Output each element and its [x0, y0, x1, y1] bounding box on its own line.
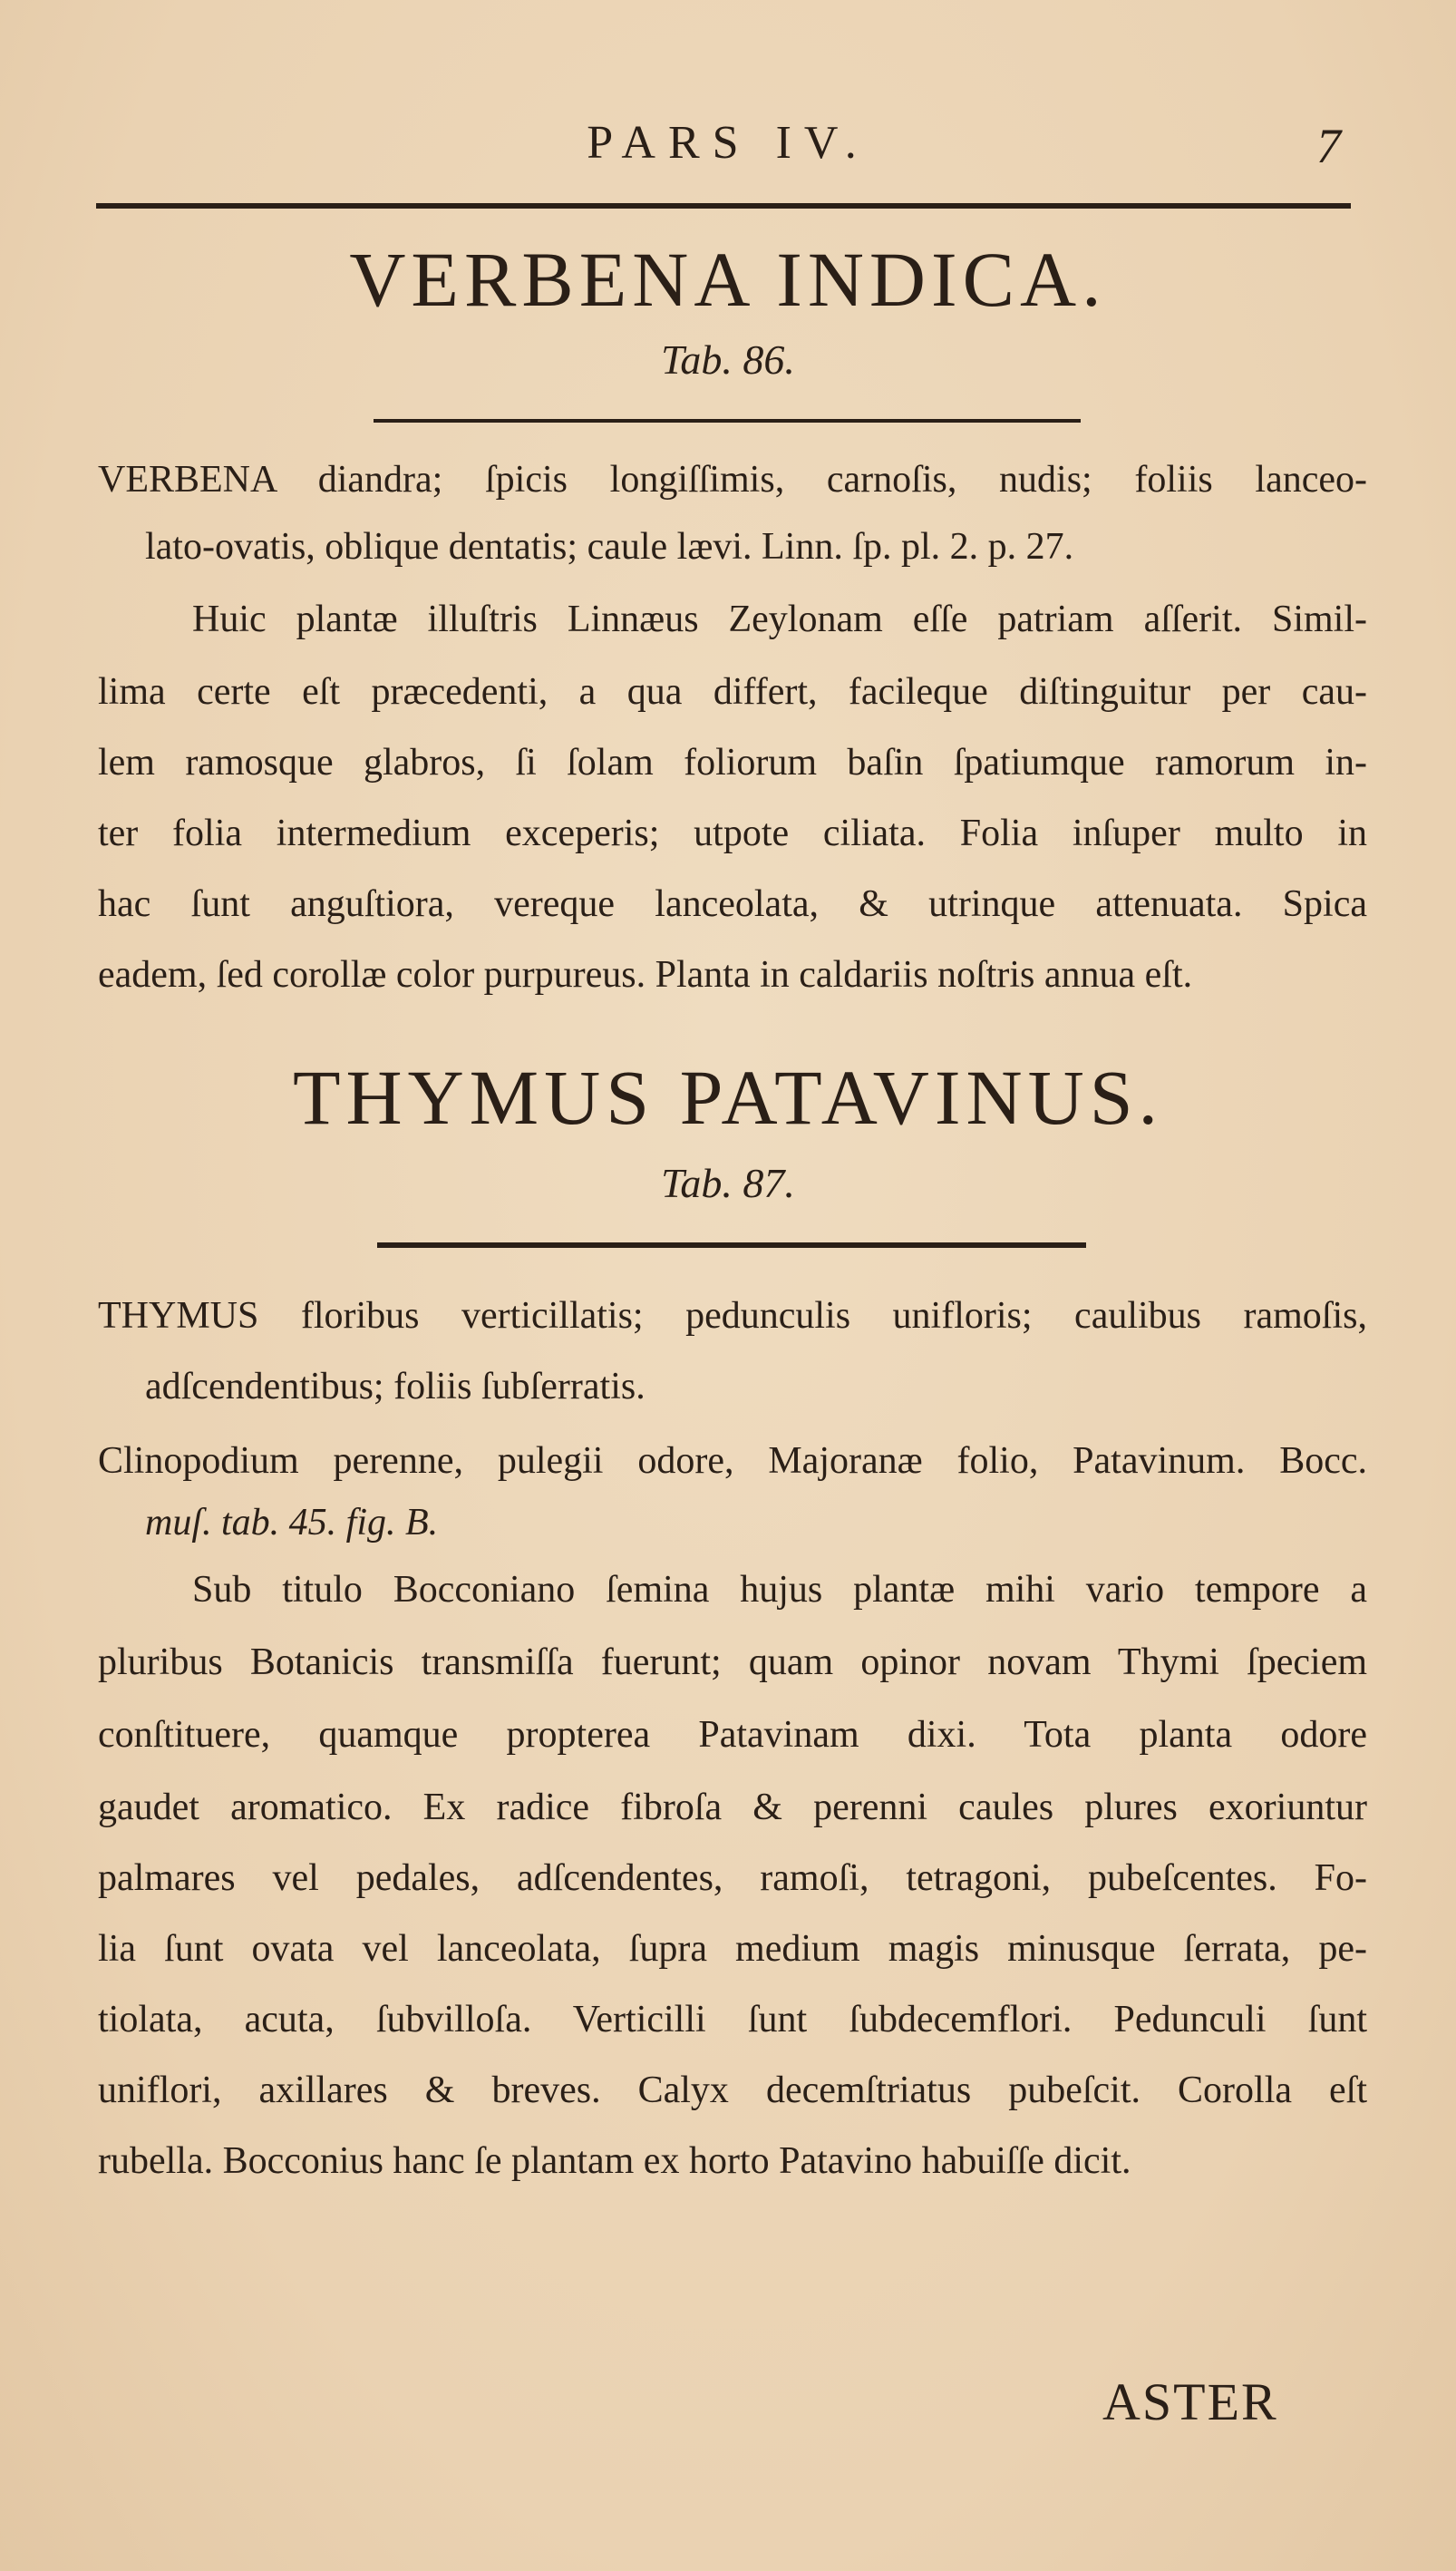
page-number: 7	[1316, 119, 1341, 173]
plate-reference-86: Tab. 86.	[661, 336, 795, 383]
catchword: ASTER	[1102, 2372, 1278, 2431]
text-line: ter folia intermedium exceperis; utpote ciliata. Folia inſuper multo in	[98, 813, 1367, 854]
section-rule	[377, 1242, 1086, 1248]
text-line: pluribus Botanicis transmiſſa fuerunt; quam opinor novam Thymi ſpeciem	[98, 1641, 1367, 1683]
text-line: rubella. Bocconius hanc ſe plantam ex horto Patavino habuiſſe dicit.	[98, 2140, 1131, 2182]
text-line: lia ſunt ovata vel lanceolata, ſupra medium magis minusque ſerrata, pe-	[98, 1928, 1367, 1970]
text-line: Sub titulo Bocconiano ſemina hujus plantæ mihi vario tempore a	[192, 1569, 1367, 1611]
text-line: THYMUS floribus verticillatis; pedunculis unifloris; caulibus ramoſis,	[98, 1295, 1367, 1337]
text-line: conſtituere, quamque propterea Patavinam dixi. Tota planta odore	[98, 1714, 1367, 1756]
text-line: VERBENA diandra; ſpicis longiſſimis, carnoſis, nudis; foliis lanceo-	[98, 459, 1367, 501]
section-rule	[374, 419, 1081, 423]
text-line: tiolata, acuta, ſubvilloſa. Verticilli ſunt ſubdecemflori. Pedunculi ſunt	[98, 1999, 1367, 2040]
text-line: Huic plantæ illuſtris Linnæus Zeylonam eſſe patriam aſſerit. Simil-	[192, 599, 1367, 640]
text-line: hac ſunt anguſtiora, vereque lanceolata, & utrinque attenuata. Spica	[98, 883, 1367, 925]
header-rule	[96, 203, 1351, 209]
text-line: palmares vel pedales, adſcendentes, ramoſi, tetragoni, pubeſcentes. Fo-	[98, 1857, 1367, 1899]
plate-reference-87: Tab. 87.	[661, 1160, 795, 1206]
text-line: uniflori, axillares & breves. Calyx decemſtriatus pubeſcit. Corolla eſt	[98, 2069, 1367, 2111]
section-title-thymus: THYMUS PATAVINUS.	[292, 1054, 1164, 1141]
text-line: lato-ovatis, oblique dentatis; caule lævi. Linn. ſp. pl. 2. p. 27.	[145, 526, 1074, 568]
section-title-verbena: VERBENA INDICA.	[349, 236, 1107, 323]
text-line: lem ramosque glabros, ſi ſolam foliorum baſin ſpatiumque ramorum in-	[98, 742, 1367, 784]
text-line: lima certe eſt præcedenti, a qua differt, facileque diſtinguitur per cau-	[98, 671, 1367, 713]
text-line: gaudet aromatico. Ex radice fibroſa & perenni caules plures exoriuntur	[98, 1787, 1367, 1828]
text-line: Clinopodium perenne, pulegii odore, Majoranæ folio, Patavinum. Bocc.	[98, 1440, 1367, 1482]
text-line: eadem, ſed corollæ color purpureus. Planta in caldariis noſtris annua eſt.	[98, 954, 1193, 996]
running-head: PARS IV.	[587, 117, 869, 169]
text-line: adſcendentibus; foliis ſubſerratis.	[145, 1366, 645, 1407]
text-line: muſ. tab. 45. fig. B.	[145, 1502, 439, 1544]
